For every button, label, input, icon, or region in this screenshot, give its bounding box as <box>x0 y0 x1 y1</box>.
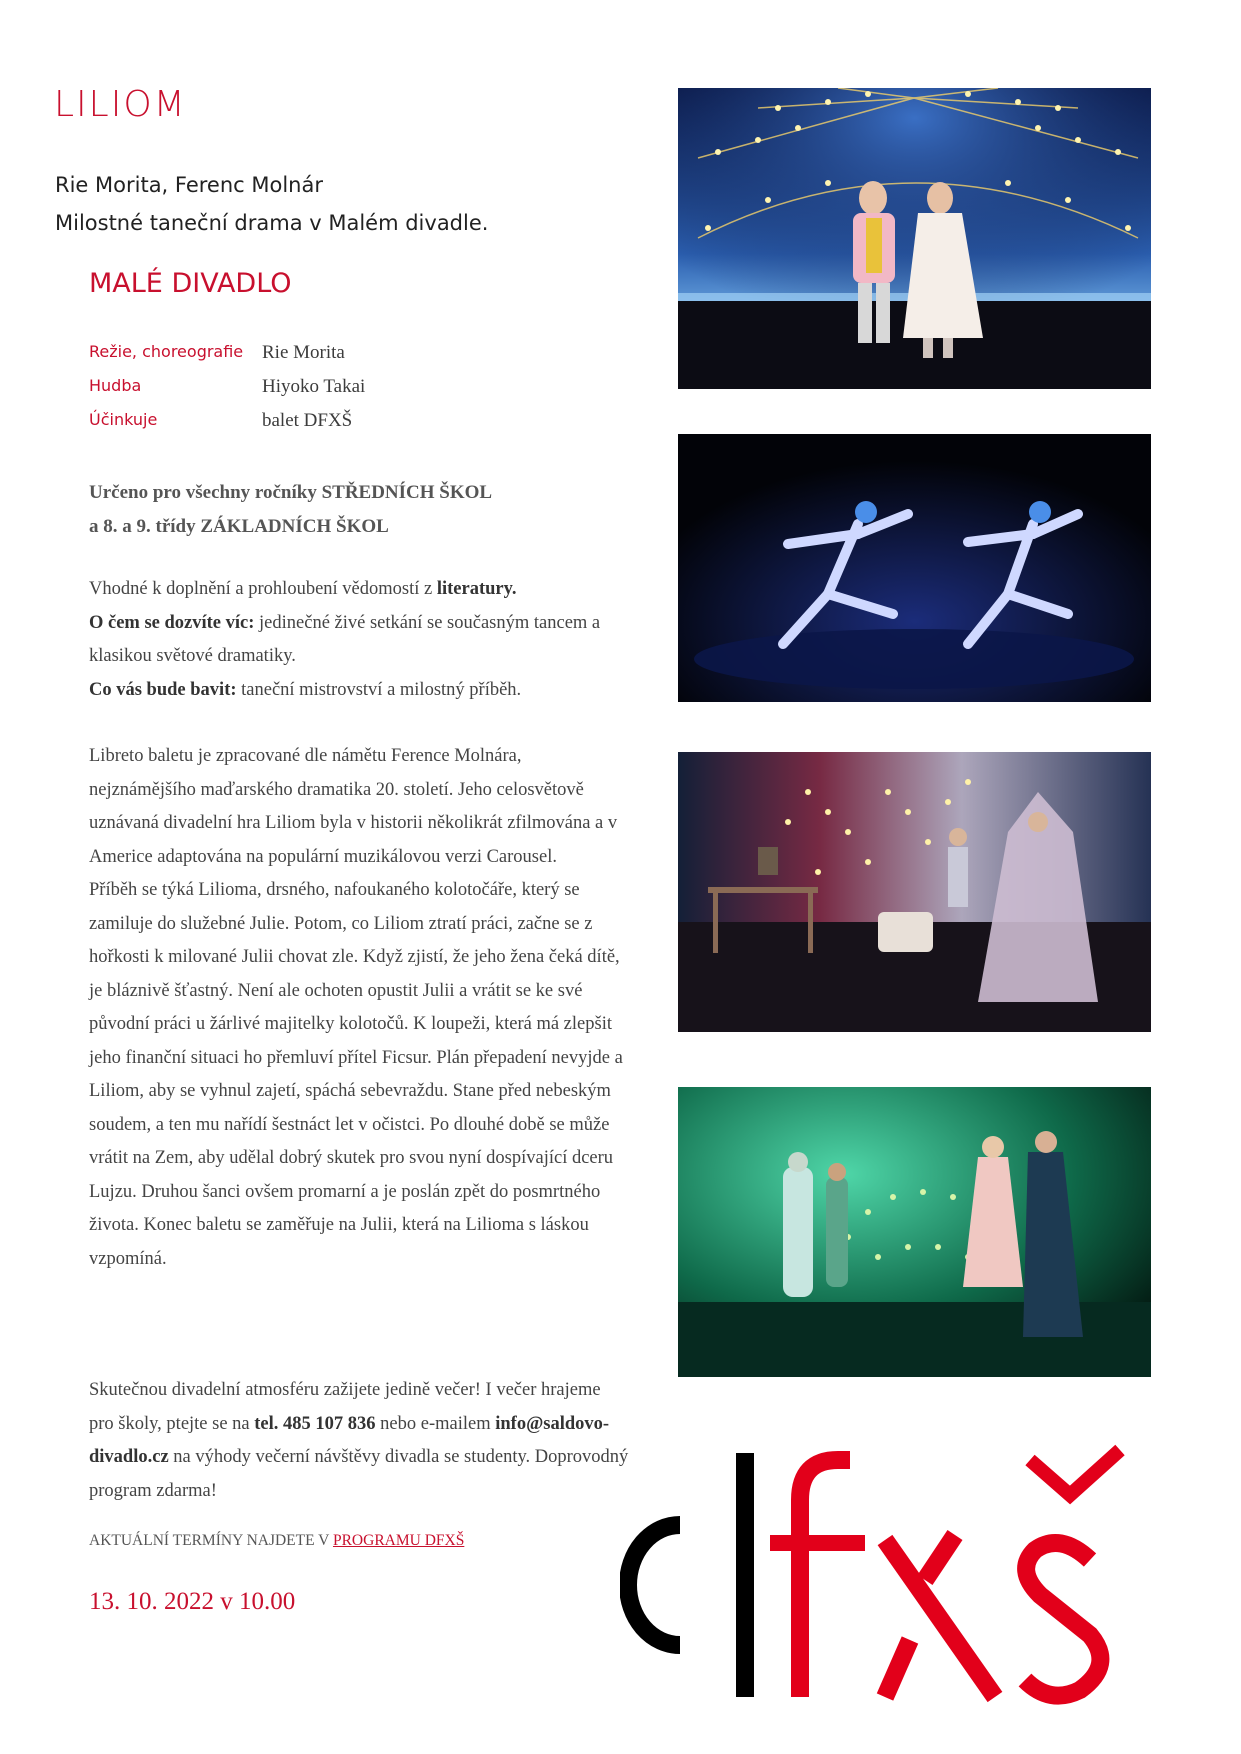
audience-line: Určeno pro všechny ročníky STŘEDNÍCH ŠKOL <box>89 482 493 503</box>
intro-text: jedinečné živé setkání se současným tancem a klasikou světové dramatiky. <box>89 612 601 666</box>
credit-row <box>89 342 365 376</box>
credits-list <box>89 342 365 444</box>
description <box>89 740 629 1276</box>
intro-text: taneční mistrovství a milostný příběh. <box>236 679 522 700</box>
credit-role: Účinkuje <box>89 410 158 429</box>
description-paragraph: Libreto baletu je zpracované dle námětu Ference Molnára, nejznámějšího maďarského dramatika 20. století. Jeho celosvětově uznávaná divadelní hra Liliom byla v historii několikrát zfilmována a v Americe adaptována na populární muzikálovou verzi Carousel. <box>89 746 618 867</box>
venue-heading: MALÉ DIVADLO <box>89 268 292 299</box>
description-paragraph: Příběh se týká Lilioma, drsného, nafoukaného kolotočáře, který se zamiluje do služebné Julie. Potom, co Liliom ztratí práci, začne se z hořkosti k milované Julii chovat zle. Když zjistí, že jeho žena čeká dítě, je bláznivě šťastný. Není ale ochoten opustit Julii a vrátit se ke své původní práci u žárlivé majitelky kolotočů. K loupeži, která má zlepšit jeho finanční situaci ho přemluví přítel Ficsur. Plán přepadení nevyjde a Liliom, aby se vyhnul zajetí, spáchá sebevraždu. Stane před nebeským soudem, a ten mu nařídí šestnáct let v očistci. Po dlouhé době se může vrátit na Zem, aby udělal dobrý skutek pro svou nyní dospívající dceru Lujzu. Druhou šanci ovšem promarní a je poslán zpět do posmrtného života. Konec baletu se zaměřuje na Julii, která na Lilioma s láskou vzpomíná. <box>89 880 623 1269</box>
program-text: AKTUÁLNÍ TERMÍNY NAJDETE V <box>89 1532 333 1549</box>
intro-bold: O čem se dozvíte víc: <box>89 612 255 633</box>
intro-bold: literatury. <box>436 579 517 599</box>
credit-name: Hiyoko Takai <box>262 376 366 397</box>
stage-photo-scene <box>678 752 1151 1032</box>
credit-name: balet DFXŠ <box>262 410 353 431</box>
program-link[interactable]: PROGRAMU DFXŠ <box>332 1532 465 1549</box>
contact-text: nebo e-mailem <box>375 1413 496 1434</box>
stage-photo-green <box>678 1087 1151 1377</box>
stage-photo-dancers <box>678 434 1151 702</box>
target-audience <box>89 476 492 544</box>
dfxs-logo <box>620 1440 1160 1710</box>
intro-text: Vhodné k doplnění a prohloubení vědomostí z <box>89 579 437 599</box>
stage-photo-couple <box>678 88 1151 389</box>
credit-role: Hudba <box>89 376 142 395</box>
subtitle: Milostné taneční drama v Malém divadle. <box>55 211 489 235</box>
credit-row <box>89 410 365 444</box>
audience-line: a 8. a 9. třídy ZÁKLADNÍCH ŠKOL <box>89 516 389 537</box>
intro-bold: Co vás bude bavit: <box>89 679 237 700</box>
contact-text: na výhody večerní návštěvy divadla se studenty. Doprovodný program zdarma! <box>89 1447 629 1501</box>
credit-role: Režie, choreografie <box>89 342 244 361</box>
contact-text: Skutečnou divadelní atmosféru zažijete jedině večer! I večer hrajeme pro školy, ptejte se na <box>89 1380 601 1434</box>
page-title: LILIOM <box>54 84 187 125</box>
intro-paragraph <box>89 573 629 707</box>
email-address[interactable]: info@saldovo-divadlo.cz <box>89 1413 610 1467</box>
credit-name: Rie Morita <box>262 342 345 363</box>
phone-number[interactable]: tel. 485 107 836 <box>254 1413 376 1434</box>
contact-paragraph <box>89 1374 629 1508</box>
program-note <box>89 1532 464 1550</box>
credit-row <box>89 376 365 410</box>
header-block <box>55 166 488 242</box>
authors: Rie Morita, Ferenc Molnár <box>55 173 323 197</box>
performance-date: 13. 10. 2022 v 10.00 <box>89 1588 296 1615</box>
